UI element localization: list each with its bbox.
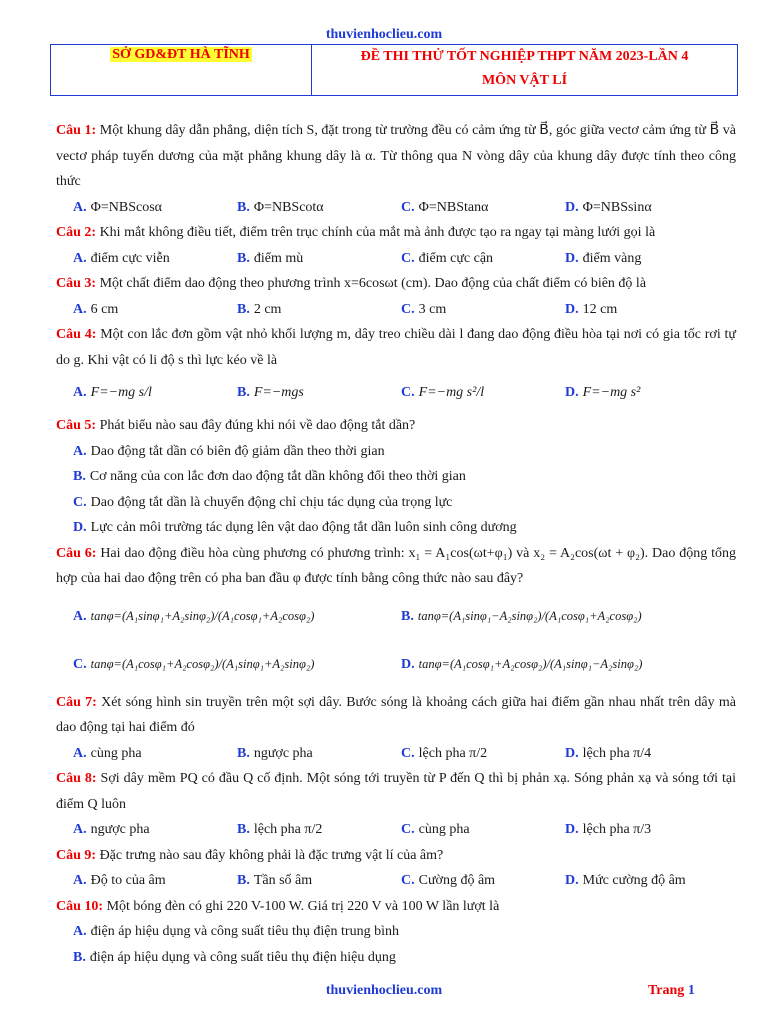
options-row [56, 195, 736, 221]
options-row [56, 297, 736, 323]
question-6 [56, 541, 736, 592]
option-c: C. tanφ=(A₁cosφ₁+A₂cosφ₂)/(A₁sinφ₁+A₂sinφ₂) [73, 652, 401, 678]
question-number: Câu 3: [56, 276, 97, 291]
option-b: B. Cơ năng của con lắc đơn dao động tắt dần không đổi theo thời gian [73, 469, 466, 484]
formula: tanφ=(A₁sinφ₁+A₂sinφ₂)/(A₁cosφ₁+A₂cosφ₂) [90, 608, 315, 623]
question-text: Phát biểu nào sau đây đúng khi nói về dao động tắt dần? [99, 418, 416, 433]
option-b: B. Φ=NBScotα [237, 199, 324, 215]
question-8 [56, 766, 736, 817]
exam-header-table [50, 44, 738, 96]
option-c: C. điểm cực cận [401, 250, 494, 266]
question-number: Câu 6: [56, 545, 97, 561]
exam-title: ĐỀ THI THỬ TỐT NGHIỆP THPT NĂM 2023-LẦN 4 [360, 49, 689, 64]
option-d: D. lệch pha π/4 [565, 745, 652, 761]
question-number: Câu 2: [56, 225, 97, 240]
option-b: B. lệch pha π/2 [237, 822, 323, 837]
question-text: Một con lắc đơn gồm vật nhỏ khối lượng m, dây treo chiều dài l đang dao động điều hòa tại nơi có gia tốc rơi tự do g. Khi vật có li độ s thì lực kéo về là [56, 327, 737, 368]
option-b: B. 2 cm [237, 301, 282, 317]
question-number: Câu 1: [56, 123, 97, 138]
option-d: D. Mức cường độ âm [565, 873, 686, 888]
formula: tanφ=(A₁cosφ₁+A₂cosφ₂)/(A₁sinφ₁−A₂sinφ₂) [418, 656, 643, 671]
option-d: D. F=−mg s² [565, 385, 641, 401]
exam-subject: MÔN VẬT LÍ [481, 73, 568, 88]
question-1 [56, 118, 736, 195]
option-b: B. Tần số âm [237, 873, 313, 888]
option-b: B. F=−mgs [237, 385, 304, 401]
question-text: Đặc trưng nào sau đây không phải là đặc trưng vật lí của âm? [99, 847, 444, 863]
option-a: A. Φ=NBScosα [73, 199, 162, 215]
department-cell [51, 45, 312, 95]
formula: F=−mg s²/l [418, 385, 485, 401]
question-4 [56, 322, 736, 373]
option-a: A. tanφ=(A₁sinφ₁+A₂sinφ₂)/(A₁cosφ₁+A₂cosφ₂) [73, 604, 401, 630]
option-d: D. 12 cm [565, 301, 618, 317]
option-c: C. cùng pha [401, 822, 470, 837]
option-c: C. Cường độ âm [401, 873, 496, 888]
question-text: Hai dao động điều hòa cùng phương có phương trình: x₁ = A₁cos(ωt+φ₁) và x₂ = A₂cos(ωt + φ₂). Dao động tổng hợp của hai dao động trên có pha ban đầu φ được tính bằng công thức nào sau đây? [56, 545, 736, 586]
exam-title-cell [312, 45, 737, 95]
question-text: Một khung dây dẫn phẳng, diện tích S, đặt trong từ trường đều có cảm ứng từ B⃗, góc giữa vectơ cảm ứng từ B⃗ và vectơ pháp tuyến dương của mặt phẳng khung dây là α. Từ thông qua N vòng dây của khung dây được tính theo công thức [56, 123, 737, 189]
question-text: Sợi dây mềm PQ có đầu Q cố định. Một sóng tới truyền từ P đến Q thì bị phản xạ. Sóng phản xạ và sóng tới tại điểm Q luôn [56, 771, 737, 812]
page-num: 1 [687, 983, 695, 998]
option-d: D. tanφ=(A₁cosφ₁+A₂cosφ₂)/(A₁sinφ₁−A₂sinφ₂) [401, 652, 729, 678]
option-d: D. điểm vàng [565, 250, 642, 266]
options-row [56, 741, 736, 767]
option-a: A. ngược pha [73, 822, 150, 837]
formula: tanφ=(A₁cosφ₁+A₂cosφ₂)/(A₁sinφ₁+A₂sinφ₂) [90, 656, 315, 671]
exam-content [56, 118, 736, 970]
option-c: C. Dao động tắt dần là chuyển động chỉ chịu tác dụng của trọng lực [73, 494, 453, 510]
question-number: Câu 5: [56, 418, 97, 433]
options-row [56, 373, 736, 413]
question-number: Câu 7: [56, 694, 97, 710]
option-a: A. 6 cm [73, 301, 119, 317]
option-a: A. Dao động tắt dần có biên độ giảm dần theo thời gian [73, 443, 385, 459]
option-b: B. tanφ=(A₁sinφ₁−A₂sinφ₂)/(A₁cosφ₁+A₂cosφ₂) [401, 604, 729, 630]
question-2 [56, 220, 736, 246]
option-d: D. Φ=NBSsinα [565, 199, 652, 215]
page-number [648, 983, 695, 999]
question-text: Khi mắt không điều tiết, điểm trên trục chính của mắt mà ảnh được tạo ra ngay tại màng lưới gọi là [99, 225, 656, 240]
options-row [56, 642, 736, 688]
page-label: Trang [648, 983, 685, 998]
question-number: Câu 8: [56, 771, 97, 786]
option-d: D. lệch pha π/3 [565, 822, 652, 837]
option-d: D. Lực cản môi trường tác dụng lên vật dao động tắt dần luôn sinh công dương [73, 520, 517, 535]
question-10 [56, 894, 736, 920]
options-row [56, 817, 736, 843]
option-b: B. điểm mù [237, 250, 304, 266]
option-a: A. cùng pha [73, 745, 142, 761]
option-c: C. 3 cm [401, 301, 447, 317]
question-number: Câu 9: [56, 847, 97, 863]
question-text: Một chất điểm dao động theo phương trình x=6cosωt (cm). Dao động của chất điểm có biên độ là [99, 276, 647, 291]
question-number: Câu 4: [56, 327, 97, 342]
department-name: SỞ GD&ĐT HÀ TĨNH [112, 47, 250, 62]
question-text: Xét sóng hình sin truyền trên một sợi dây. Bước sóng là khoảng cách giữa hai điểm gần nhau nhất trên dây mà dao động tại hai điểm đó [56, 694, 736, 735]
question-number: Câu 10: [56, 898, 104, 914]
options-row [56, 868, 736, 894]
formula: F=−mgs [253, 385, 304, 401]
option-a: A. điểm cực viễn [73, 250, 170, 266]
question-3 [56, 271, 736, 297]
site-header-link[interactable]: thuvienhoclieu.com [325, 27, 443, 42]
option-a: A. F=−mg s/l [73, 385, 152, 401]
option-c: C. Φ=NBStanα [401, 199, 489, 215]
question-5 [56, 413, 736, 439]
option-c: C. F=−mg s²/l [401, 385, 485, 401]
option-a: A. Độ to của âm [73, 873, 166, 888]
footer-site-link[interactable]: thuvienhoclieu.com [325, 983, 443, 998]
option-c: C. lệch pha π/2 [401, 745, 488, 761]
options-row [56, 594, 736, 640]
option-b: B. ngược pha [237, 745, 313, 761]
formula: F=−mg s² [582, 385, 641, 401]
option-b: B. điện áp hiệu dụng và công suất tiêu thụ điện hiệu dụng [73, 949, 396, 965]
question-text: Một bóng đèn có ghi 220 V-100 W. Giá trị 220 V và 100 W lần lượt là [106, 898, 500, 914]
formula: F=−mg s/l [90, 385, 152, 401]
option-a: A. điện áp hiệu dụng và công suất tiêu thụ điện trung bình [73, 924, 399, 939]
options-row [56, 246, 736, 272]
question-7 [56, 690, 736, 741]
question-9 [56, 843, 736, 869]
formula: tanφ=(A₁sinφ₁−A₂sinφ₂)/(A₁cosφ₁+A₂cosφ₂) [417, 608, 642, 623]
